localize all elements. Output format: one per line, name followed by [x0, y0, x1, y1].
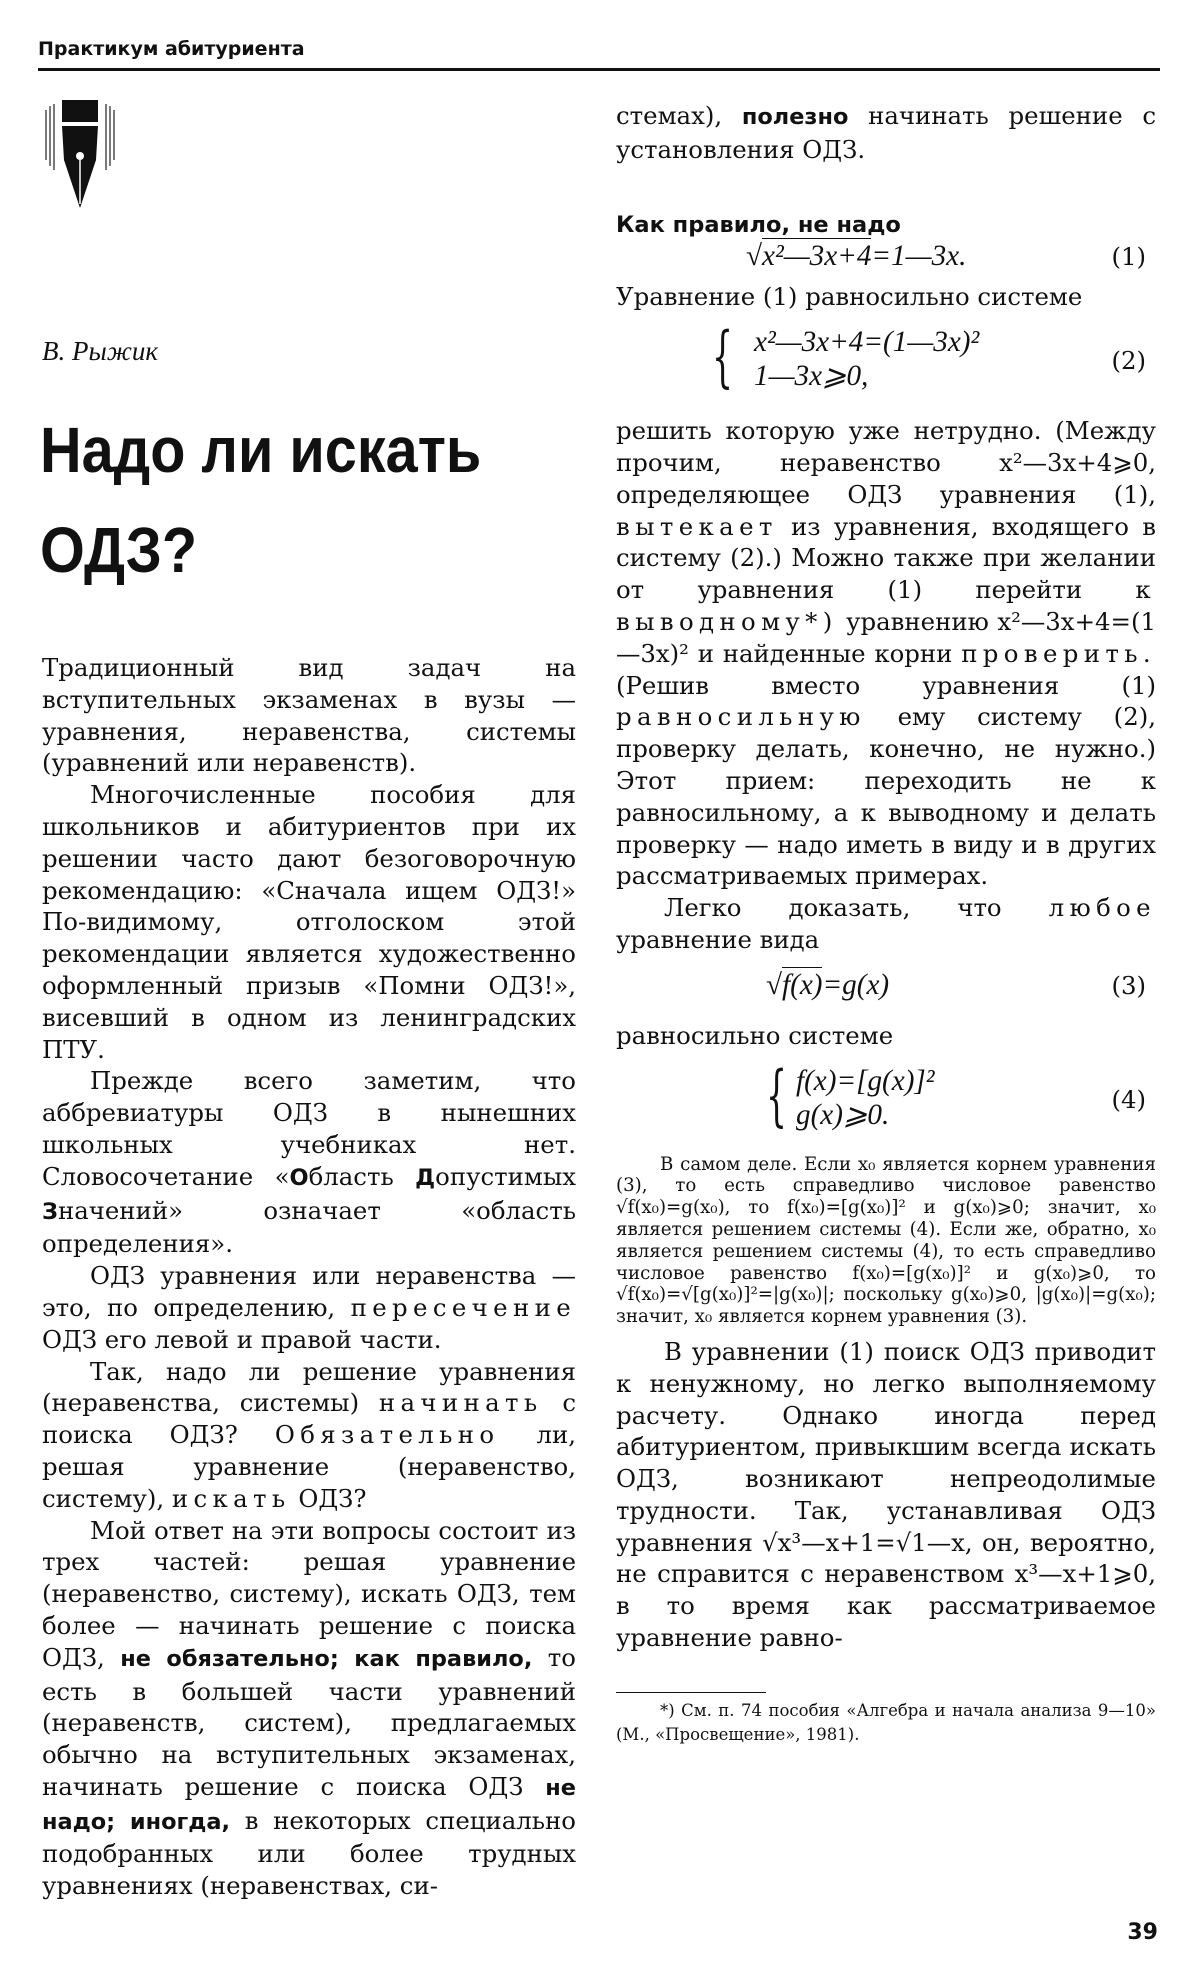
paragraph-definition: ОДЗ уравнения или неравенства — это, по определению, пересечение ОДЗ его левой и правой части. — [42, 1261, 576, 1354]
paragraph-continuation: стемах), полезно начинать решение с установления ОДЗ. — [616, 101, 1156, 164]
title-line-2: ОДЗ? — [40, 514, 198, 586]
paragraph-odz-search: В уравнении (1) поиск ОДЗ приводит к ненужному, но легко выполняемому расчету. Однако иногда перед абитуриентом, привыкшим всегда искать ОДЗ, возникают непреодолимые трудности. Так, устанавливая ОДЗ уравнения √x³—x+1=√1—x, он, вероятно, не справится с неравенством x³—x+1⩾0, в то время как рассматриваемое уравнение равно- — [616, 1336, 1156, 1653]
paragraph-solution: решить которую уже нетрудно. (Между прочим, неравенство x²—3x+4⩾0, определяющее ОДЗ уравнения (1), вытекает из уравнения, входящего в систему (2).) Можно также при желании от уравнения (1) перейти к выводному*) уравнению x²—3x+4=(1—3x)² и найденные корни проверить. (Решив вместо уравнения (1) равносильную ему систему (2), проверку делать, конечно, не нужно.) Этот прием: переходить не к равносильному, а к выводному и делать проверку — надо иметь в виду и в других рассматриваемых примерах. — [616, 416, 1156, 891]
fountain-pen-nib-icon — [44, 100, 116, 210]
eq3-number: (3) — [1111, 970, 1146, 1000]
eq1-radicand: x²—3x+4 — [762, 240, 872, 273]
article-author: В. Рыжик — [42, 336, 159, 366]
left-column — [42, 652, 576, 1902]
paragraph-questions: Так, надо ли решение уравнения (неравенства, системы) начинать с поиска ОДЗ? Обязательно ли, решая уравнение (неравенство, систему), искать ОДЗ? — [42, 1356, 576, 1513]
page-number: 39 — [1127, 1920, 1158, 1945]
sys4-line-1: f(x)=[g(x)]² — [796, 1064, 935, 1097]
header-rule — [38, 68, 1160, 71]
equation-3: √f(x)=g(x) (3) — [766, 968, 1146, 1001]
eq3-rhs: =g(x) — [822, 968, 890, 1001]
equation-1: √x²—3x+4=1—3x. (1) — [746, 240, 1146, 273]
sys2-line-2: 1—3x⩾0, — [754, 360, 869, 393]
eq3-radicand: f(x) — [782, 968, 823, 1001]
paragraph-equivalent-system: равносильно системе — [616, 1020, 894, 1050]
system-2 — [616, 318, 1156, 399]
title-line-1: Надо ли искать — [40, 414, 482, 486]
article-title — [40, 400, 526, 600]
brace-icon: { — [766, 1056, 787, 1134]
brace-icon: { — [712, 318, 733, 396]
paragraph-any-equation: Легко доказать, что любое уравнение вида — [616, 893, 1156, 954]
sys2-line-1: x²—3x+4=(1—3x)² — [754, 326, 980, 359]
footnote: *) См. п. 74 пособия «Алгебра и начала анализа 9—10» (М., «Просвещение», 1981). — [616, 1701, 1156, 1745]
section-header: Практикум абитуриента — [38, 38, 305, 60]
eq1-rhs: =1—3x. — [871, 240, 967, 273]
right-column — [616, 100, 1156, 1747]
paragraph-answer: Мой ответ на эти вопросы состоит из трех частей: решая уравнение (неравенство, систему), искать ОДЗ, тем более — начинать решение с поиска ОДЗ, не обязательно; как правило, то есть в большей части уравнений (неравенств, систем), предлагаемых обычно на вступительных экзаменах, начинать решение с поиска ОДЗ не надо; иногда, в некоторых специально подобранных или более трудных уравнениях (неравенствах, си- — [42, 1515, 576, 1901]
eq1-number: (1) — [1111, 242, 1146, 272]
footnote-rule — [616, 1692, 766, 1694]
sys2-number: (2) — [1111, 346, 1146, 376]
paragraph-abbreviation: Прежде всего заметим, что аббревиатуры ОДЗ в нынешних школьных учебниках нет. Словосочетание «Область Допустимых Значений» означает «область определения». — [42, 1066, 576, 1259]
system-4 — [616, 1056, 1156, 1138]
paragraph-equivalent: Уравнение (1) равносильно системе — [616, 282, 1083, 312]
proof-text: В самом деле. Если x₀ является корнем уравнения (3), то есть справедливо числовое равенство √f(x₀)=g(x₀), то f(x₀)=[g(x₀)]² и g(x₀)⩾0; значит, x₀ является решением системы (4). Если же, обратно, x₀ является решением системы (4), то есть справедливо числовое равенство f(x₀)=[g(x₀)]² и g(x₀)⩾0, то √f(x₀)=√[g(x₀)]²=|g(x₀)|; поскольку g(x₀)⩾0, |g(x₀)|=g(x₀); значит, x₀ является корнем уравнения (3). — [616, 1153, 1156, 1328]
paragraph-recommendation: Многочисленные пособия для школьников и абитуриентов при их решении часто дают безоговорочную рекомендацию: «Сначала ищем ОДЗ!» По-видимому, отголоском этой рекомендации является художественно оформленный призыв «Помни ОДЗ!», висевший в одном из ленинградских ПТУ. — [42, 780, 576, 1064]
sys4-number: (4) — [1111, 1084, 1146, 1114]
subheading: Как правило, не надо — [616, 211, 901, 238]
sys4-line-2: g(x)⩾0. — [796, 1098, 890, 1131]
proof-block — [616, 1154, 1156, 1328]
paragraph-intro: Традиционный вид задач на вступительных экзаменах в вузы — уравнения, неравенства, системы (уравнений или неравенств). — [42, 653, 576, 778]
